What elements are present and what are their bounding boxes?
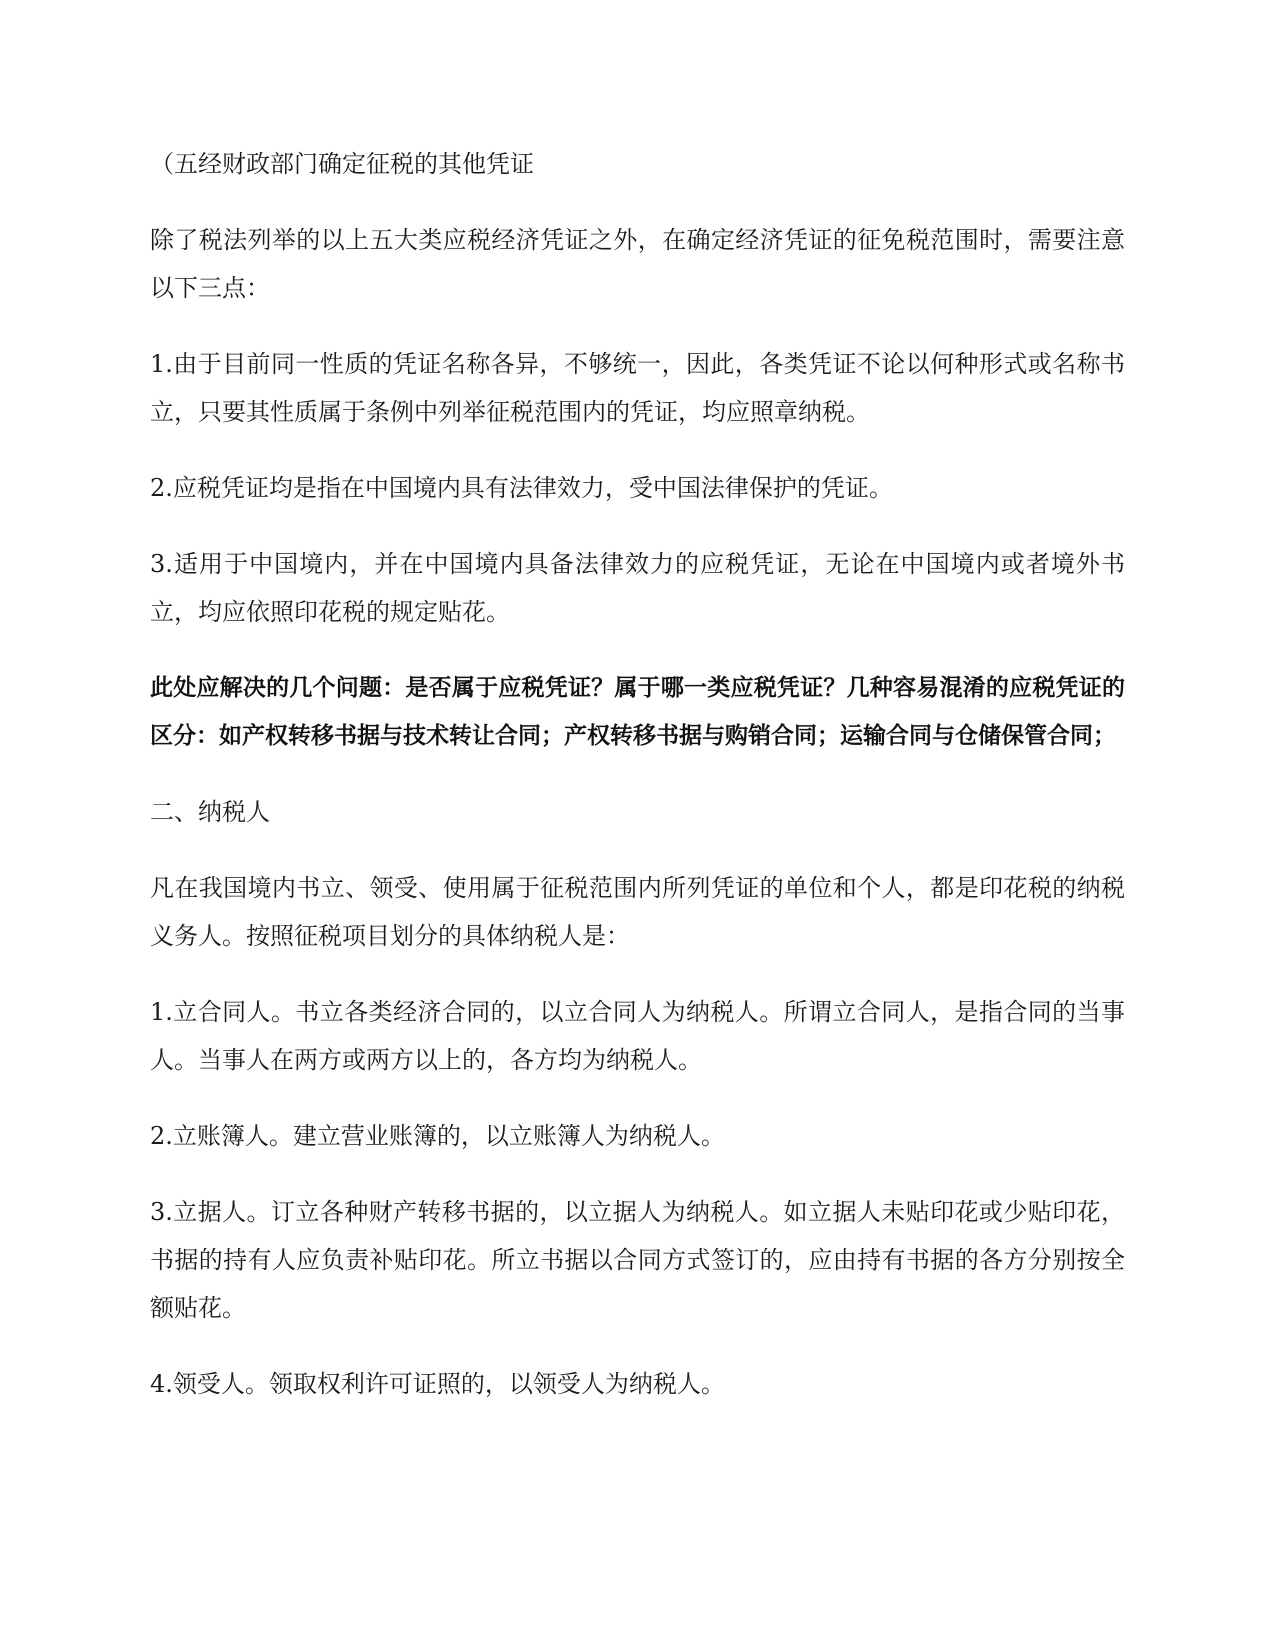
section-heading-taxpayer: 二、纳税人 [150,798,270,826]
paragraph-9: 1.立合同人。书立各类经济合同的，以立合同人为纳税人。所谓立合同人，是指合同的当事人。当事人在两方或两方以上的，各方均为纳税人。 [150,998,1125,1074]
paragraph-10: 2.立账簿人。建立营业账簿的，以立账簿人为纳税人。 [150,1122,725,1150]
paragraph-5: 3.适用于中国境内，并在中国境内具备法律效力的应税凭证，无论在中国境内或者境外书立，均应依照印花税的规定贴花。 [150,550,1125,626]
paragraph-2: 除了税法列举的以上五大类应税经济凭证之外，在确定经济凭证的征免税范围时，需要注意以下三点： [150,226,1125,302]
paragraph-8: 凡在我国境内书立、领受、使用属于征税范围内所列凭证的单位和个人，都是印花税的纳税义务人。按照征税项目划分的具体纳税人是： [150,874,1125,950]
paragraph-6-bold-note: 此处应解决的几个问题：是否属于应税凭证？属于哪一类应税凭证？几种容易混淆的应税凭证的区分：如产权转移书据与技术转让合同；产权转移书据与购销合同；运输合同与仓储保管合同； [150,675,1125,749]
paragraph-12: 4.领受人。领取权利许可证照的，以领受人为纳税人。 [150,1370,725,1398]
document-body [150,140,1125,1436]
paragraph-11: 3.立据人。订立各种财产转移书据的，以立据人为纳税人。如立据人未贴印花或少贴印花，书据的持有人应负责补贴印花。所立书据以合同方式签订的，应由持有书据的各方分别按全额贴花。 [150,1198,1125,1322]
paragraph-4: 2.应税凭证均是指在中国境内具有法律效力，受中国法律保护的凭证。 [150,474,893,502]
paragraph-3: 1.由于目前同一性质的凭证名称各异，不够统一，因此，各类凭证不论以何种形式或名称书立，只要其性质属于条例中列举征税范围内的凭证，均应照章纳税。 [150,350,1125,426]
paragraph-1: （五经财政部门确定征税的其他凭证 [150,150,534,178]
